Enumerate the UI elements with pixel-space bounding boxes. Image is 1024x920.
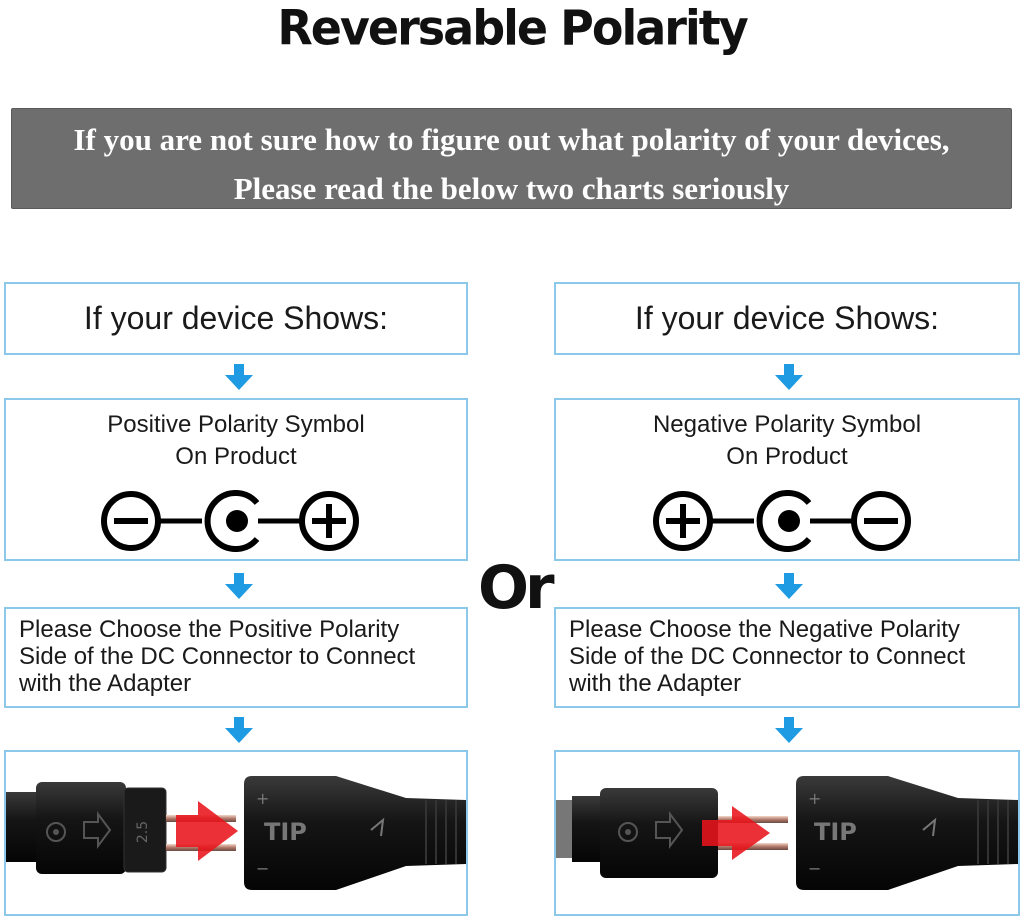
plug-marking: 2.5	[135, 820, 151, 844]
left-choose-line-3: with the Adapter	[19, 670, 192, 697]
left-arrow-down-icon-2	[225, 573, 253, 599]
minus-circle-icon	[104, 494, 158, 548]
right-arrow-down-icon-3	[775, 717, 803, 743]
right-choose-box	[554, 607, 1020, 708]
left-connector-illustration	[6, 752, 466, 914]
negative-polarity-symbol	[650, 490, 918, 554]
left-shows-box	[4, 282, 468, 355]
left-symbol-box	[4, 398, 468, 561]
plus-circle-icon	[302, 494, 356, 548]
right-connector-photo	[554, 750, 1020, 916]
banner-line-2: Please read the below two charts seriously	[233, 171, 790, 206]
right-symbol-line-2: On Product	[726, 443, 848, 470]
plus-circle-icon	[656, 494, 710, 548]
positive-polarity-symbol	[98, 490, 366, 554]
right-symbol-title	[556, 400, 1018, 473]
left-arrow-down-icon-3	[225, 717, 253, 743]
left-symbol-line-1: Positive Polarity Symbol	[107, 411, 365, 438]
left-arrow-down-icon-1	[225, 364, 253, 390]
center-pin-icon	[760, 493, 809, 549]
insert-arrow-icon	[176, 801, 238, 861]
right-symbol-box	[554, 398, 1020, 561]
left-symbol-line-2: On Product	[175, 443, 297, 470]
socket-minus-icon: −	[808, 859, 822, 878]
minus-circle-icon	[854, 494, 908, 548]
right-shows-box	[554, 282, 1020, 355]
instruction-banner	[11, 108, 1012, 209]
left-symbol-title	[6, 400, 466, 473]
socket-plus-icon: +	[808, 789, 822, 808]
right-symbol-line-1: Negative Polarity Symbol	[652, 411, 922, 438]
right-shows-label: If your device Shows:	[634, 300, 940, 336]
or-separator: Or	[478, 553, 551, 623]
socket-plus-icon: +	[256, 789, 270, 808]
right-connector-illustration	[556, 752, 1018, 914]
right-arrow-down-icon-2	[775, 573, 803, 599]
socket-marking: TIP	[814, 818, 857, 846]
socket-minus-icon: −	[256, 859, 270, 878]
left-choose-line-2: Side of the DC Connector to Connect	[19, 643, 416, 670]
left-shows-label: If your device Shows:	[83, 300, 389, 336]
left-choose-box	[4, 607, 468, 708]
right-choose-line-1: Please Choose the Negative Polarity	[569, 616, 960, 643]
center-pin-icon	[208, 493, 257, 549]
right-choose-line-2: Side of the DC Connector to Connect	[569, 643, 966, 670]
page-title: Reversable Polarity	[277, 0, 747, 57]
left-choose-line-1: Please Choose the Positive Polarity	[19, 616, 400, 643]
socket-marking: TIP	[264, 818, 307, 846]
banner-line-1: If you are not sure how to figure out what polarity of your devices,	[73, 122, 950, 157]
right-arrow-down-icon-1	[775, 364, 803, 390]
left-connector-photo	[4, 750, 468, 916]
right-choose-line-3: with the Adapter	[569, 670, 742, 697]
